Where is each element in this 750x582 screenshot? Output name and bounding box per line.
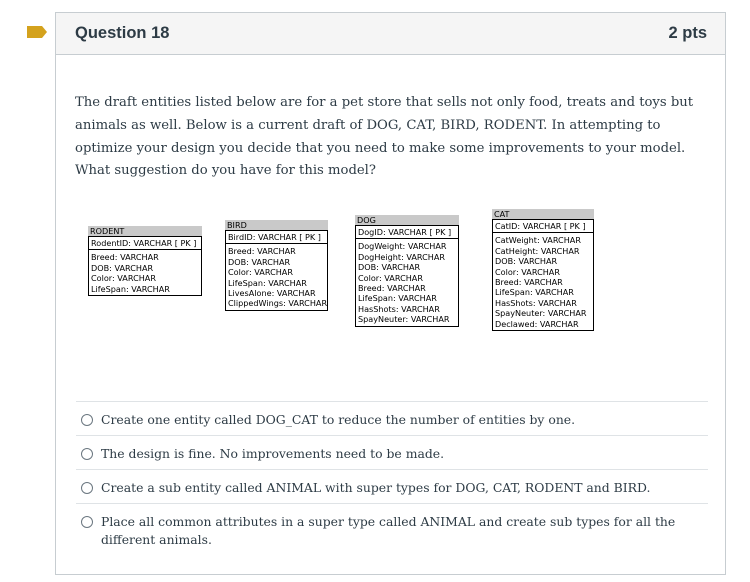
entity-rodent <box>88 226 202 296</box>
entity-attribute: Breed: VARCHAR <box>91 252 159 263</box>
entity-attribute: DOB: VARCHAR <box>228 256 291 267</box>
question-points: 2 pts <box>668 24 707 42</box>
answer-label[interactable]: Create one entity called DOG_CAT to reduce the number of entities by one. <box>101 412 576 427</box>
entity-name: BIRD <box>225 220 328 230</box>
entity-name: RODENT <box>88 226 202 236</box>
entity-attribute: HasShots: VARCHAR <box>358 303 440 314</box>
answer-list <box>76 401 708 557</box>
entity-attribute: Color: VARCHAR <box>358 272 423 283</box>
radio-button[interactable] <box>81 448 93 460</box>
entity-bird <box>225 220 328 311</box>
answer-option[interactable] <box>76 469 708 503</box>
entity-attribute: LifeSpan: VARCHAR <box>91 283 170 294</box>
entity-cat <box>492 209 594 331</box>
entity-attribute: LifeSpan: VARCHAR <box>358 293 437 304</box>
question-header <box>56 13 725 55</box>
flag-icon[interactable] <box>26 25 48 39</box>
entity-pk: BirdID: VARCHAR [ PK ] <box>226 231 327 244</box>
answer-option[interactable] <box>76 401 708 435</box>
entity-attribute: SpayNeuter: VARCHAR <box>358 314 450 325</box>
question-title: Question 18 <box>75 24 170 42</box>
entity-attribute: LifeSpan: VARCHAR <box>495 287 574 298</box>
entity-name: DOG <box>355 215 459 225</box>
entity-attribute: Color: VARCHAR <box>495 266 560 277</box>
entity-attribute: Color: VARCHAR <box>91 273 156 284</box>
entity-attribute: DOB: VARCHAR <box>495 256 558 267</box>
radio-button[interactable] <box>81 482 93 494</box>
radio-button[interactable] <box>81 414 93 426</box>
entity-attribute: Breed: VARCHAR <box>358 282 426 293</box>
entity-attribute: Color: VARCHAR <box>228 267 293 278</box>
entity-attribute: CatHeight: VARCHAR <box>495 245 580 256</box>
entity-dog <box>355 215 459 327</box>
entity-attribute: LivesAlone: VARCHAR <box>228 287 316 298</box>
entity-attribute: CatWeight: VARCHAR <box>495 235 581 246</box>
answer-option[interactable] <box>76 503 708 557</box>
entity-attribute: DogHeight: VARCHAR <box>358 251 446 262</box>
entity-attribute: HasShots: VARCHAR <box>495 297 577 308</box>
question-text: The draft entities listed below are for a pet store that sells not only food, treats and toys but animals as well. Below is a current draft of DOG, CAT, BIRD, RODENT. In attempting to optimize your design you decide that you need to make some improvements to your model. What suggestion do you have for this model? <box>75 95 694 179</box>
answer-option[interactable] <box>76 435 708 469</box>
entity-attribute: Breed: VARCHAR <box>495 276 563 287</box>
entity-attribute: LifeSpan: VARCHAR <box>228 277 307 288</box>
radio-button[interactable] <box>81 516 93 528</box>
entity-attribute: DOB: VARCHAR <box>358 262 421 273</box>
entity-pk: RodentID: VARCHAR [ PK ] <box>89 237 201 250</box>
question-card <box>55 12 726 575</box>
entity-attribute: DOB: VARCHAR <box>91 262 154 273</box>
entity-pk: CatID: VARCHAR [ PK ] <box>493 220 593 233</box>
entity-attribute: ClippedWings: VARCHAR <box>228 298 328 309</box>
answer-label[interactable]: Place all common attributes in a super type called ANIMAL and create sub types for all the different animals. <box>101 514 676 547</box>
answer-label[interactable]: The design is fine. No improvements need to be made. <box>101 446 445 461</box>
entity-attribute: Breed: VARCHAR <box>228 246 296 257</box>
entity-pk: DogID: VARCHAR [ PK ] <box>356 226 458 239</box>
entity-name: CAT <box>492 209 594 219</box>
answer-label[interactable]: Create a sub entity called ANIMAL with super types for DOG, CAT, RODENT and BIRD. <box>101 480 651 495</box>
entity-attribute: SpayNeuter: VARCHAR <box>495 308 587 319</box>
entity-attribute: DogWeight: VARCHAR <box>358 241 447 252</box>
entity-attribute: Declawed: VARCHAR <box>495 318 579 329</box>
